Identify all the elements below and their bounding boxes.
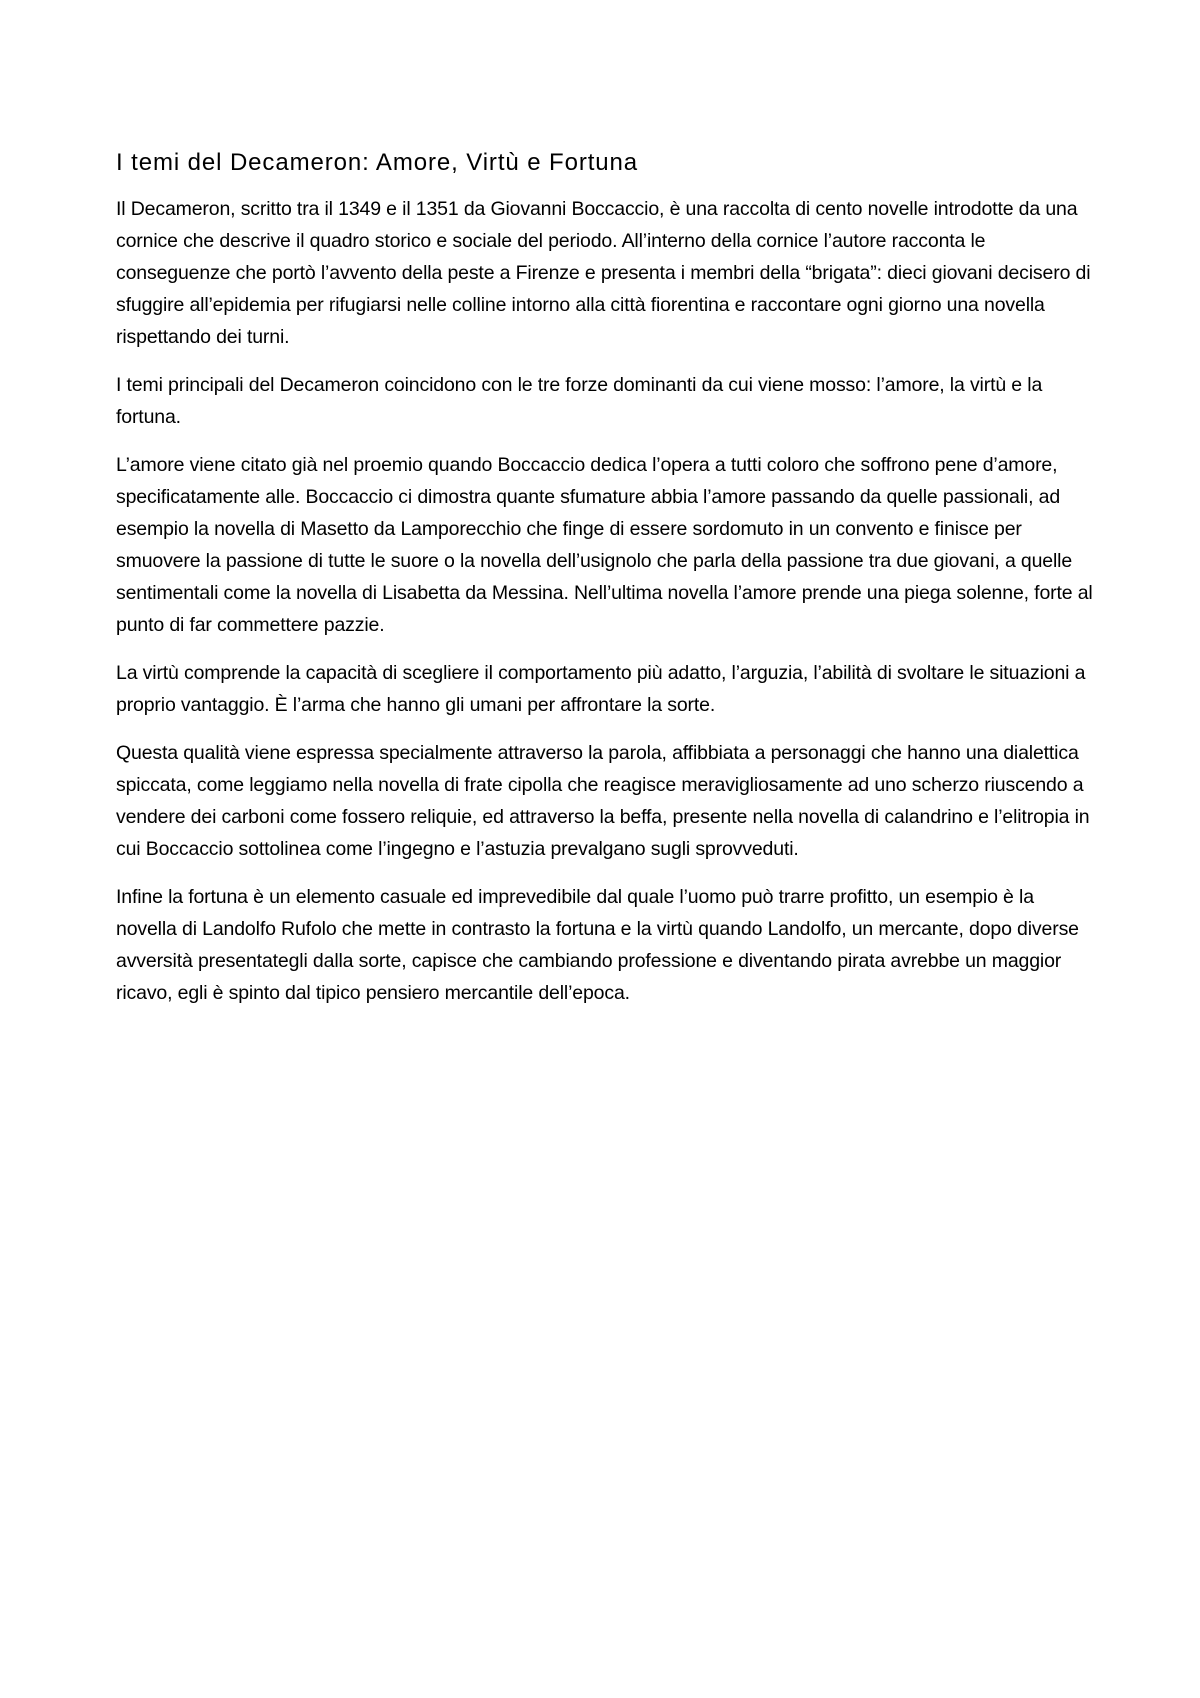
document-title: I temi del Decameron: Amore, Virtù e Fortuna: [116, 149, 639, 176]
paragraph-virtue: La virtù comprende la capacità di scegliere il comportamento più adatto, l’arguzia, l’abilità di svoltare le situazioni a proprio vantaggio. È l’arma che hanno gli umani per affrontare la sorte.: [116, 662, 1086, 716]
document-body: [116, 147, 1096, 1025]
paragraph-fortune: Infine la fortuna è un elemento casuale ed imprevedibile dal quale l’uomo può trarre profitto, un esempio è la novella di Landolfo Rufolo che mette in contrasto la fortuna e la virtù quando Landolfo, un mercante, dopo diverse avversità presentategli dalla sorte, capisce che cambiando professione e diventando pirata avrebbe un maggior ricavo, egli è spinto dal tipico pensiero mercantile dell’epoca.: [116, 886, 1079, 1004]
paragraph-virtue-examples: Questa qualità viene espressa specialmente attraverso la parola, affibbiata a personaggi che hanno una dialettica spiccata, come leggiamo nella novella di frate cipolla che reagisce meravigliosamente ad uno scherzo riuscendo a vendere dei carboni come fossero reliquie, ed attraverso la beffa, presente nella novella di calandrino e l’elitropia in cui Boccaccio sottolinea come l’ingegno e l’astuzia prevalgano sugli sprovveduti.: [116, 742, 1090, 860]
paragraph-love: L’amore viene citato già nel proemio quando Boccaccio dedica l’opera a tutti coloro che soffrono pene d’amore, specificatamente alle. Boccaccio ci dimostra quante sfumature abbia l’amore passando da quelle passionali, ad esempio la novella di Masetto da Lamporecchio che finge di essere sordomuto in un convento e finisce per smuovere la passione di tutte le suore o la novella dell’usignolo che parla della passione tra due giovani, a quelle sentimentali come la novella di Lisabetta da Messina. Nell’ultima novella l’amore prende una piega solenne, forte al punto di far commettere pazzie.: [116, 454, 1093, 636]
paragraph-introduction: Il Decameron, scritto tra il 1349 e il 1351 da Giovanni Boccaccio, è una raccolta di cento novelle introdotte da una cornice che descrive il quadro storico e sociale del periodo. All’interno della cornice l’autore racconta le conseguenze che portò l’avvento della peste a Firenze e presenta i membri della “brigata”: dieci giovani decisero di sfuggire all’epidemia per rifugiarsi nelle colline intorno alla città fiorentina e raccontare ogni giorno una novella rispettando dei turni.: [116, 198, 1091, 348]
paragraph-main-themes: I temi principali del Decameron coincidono con le tre forze dominanti da cui viene mosso: l’amore, la virtù e la fortuna.: [116, 374, 1043, 428]
